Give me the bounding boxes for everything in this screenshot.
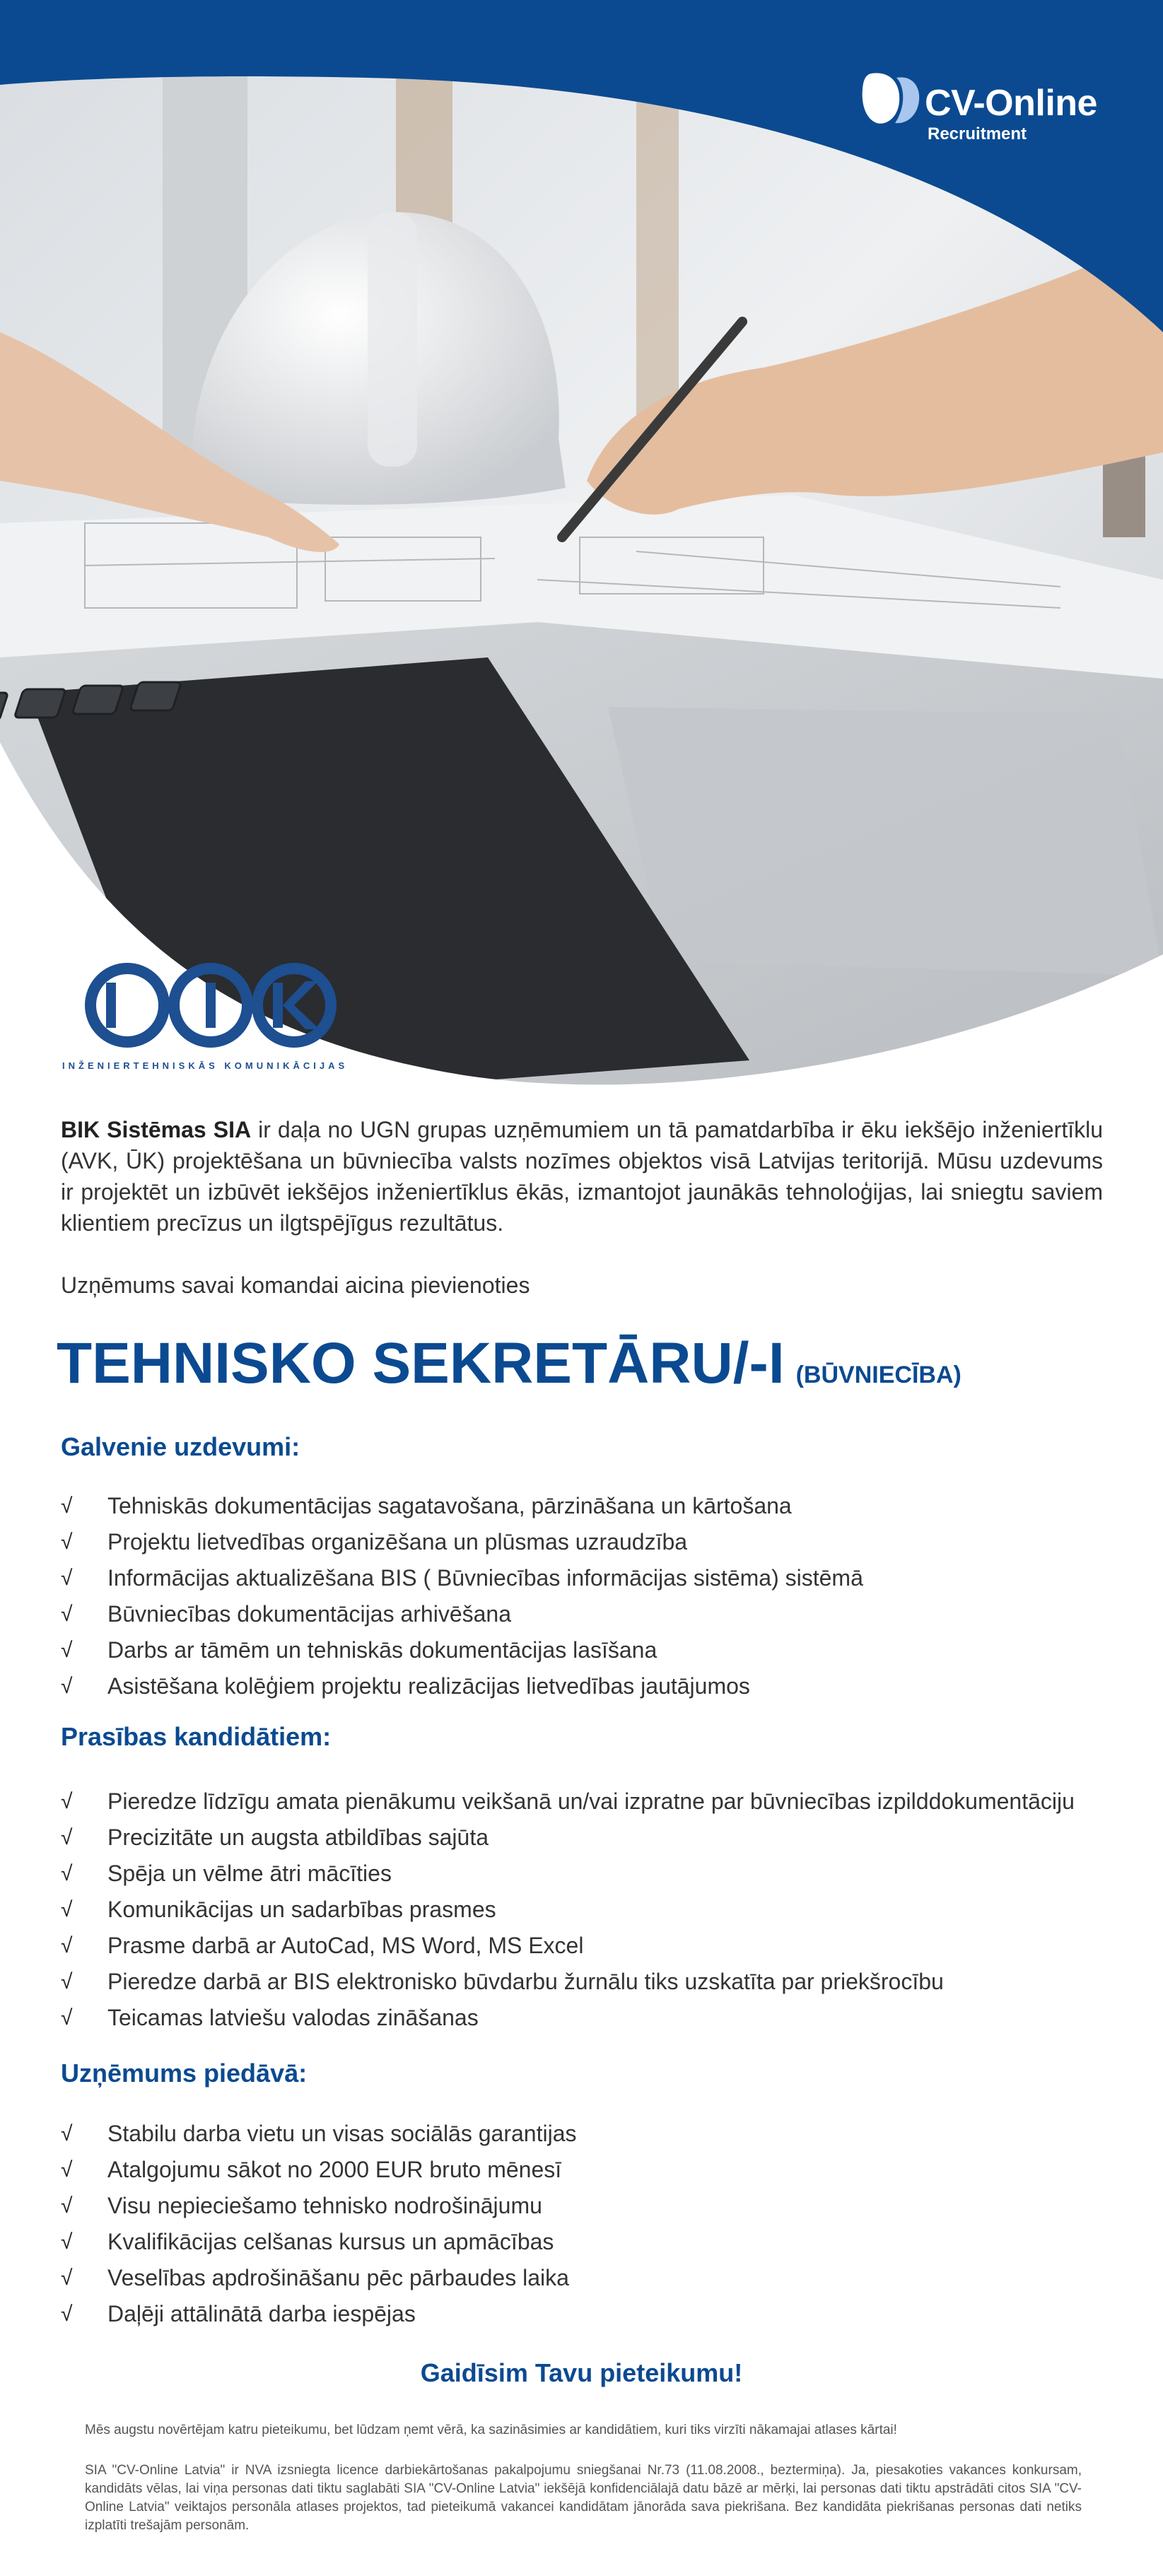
hero-photo-illustration [0, 0, 1163, 1103]
list-item: √ Informācijas aktualizēšana BIS ( Būvniecības informācijas sistēma) sistēmā [61, 1560, 1135, 1596]
check-icon: √ [61, 2266, 73, 2290]
list-item: √ Darbs ar tāmēm un tehniskās dokumentācijas lasīšana [61, 1632, 1135, 1668]
list-item: √ Visu nepieciešamo tehnisko nodrošinājumu [61, 2188, 1135, 2224]
list-item: √ Atalgojumu sākot no 2000 EUR bruto mēnesī [61, 2152, 1135, 2188]
call-to-action: Gaidīsim Tavu pieteikumu! [420, 2358, 743, 2387]
list-item: √ Prasme darbā ar AutoCad, MS Word, MS Excel [61, 1928, 1135, 1964]
duties-list [61, 1488, 1135, 1704]
check-icon: √ [61, 1639, 73, 1662]
check-icon: √ [61, 1530, 73, 1554]
requirements-heading: Prasības kandidātiem: [61, 1722, 332, 1751]
list-item: √ Teicamas latviešu valodas zināšanas [61, 2000, 1135, 2036]
list-item: √ Spēja un vēlme ātri mācīties [61, 1856, 1135, 1892]
cv-online-brand-name: CV-Online [925, 83, 1097, 124]
company-name: BIK Sistēmas SIA [61, 1117, 252, 1142]
bik-tagline: INŽENIERTEHNISKĀS KOMUNIKĀCIJAS [62, 1060, 349, 1071]
check-icon: √ [61, 2194, 73, 2218]
invite-text: Uzņēmums savai komandai aicina pievienoties [61, 1272, 530, 1298]
list-item: √ Veselības apdrošināšanu pēc pārbaudes laika [61, 2260, 1135, 2296]
check-icon: √ [61, 1675, 73, 1698]
cv-online-logo [861, 68, 1116, 153]
cv-online-logo-icon [861, 68, 922, 129]
check-icon: √ [61, 1567, 73, 1590]
legal-notice: SIA "CV-Online Latvia" ir NVA izsniegta licence darbiekārtošanas pakalpojumu sniegšanai Nr.73 (11.08.2008., beztermiņa). Ja, piesakoties vakances konkursam, kandidāts vēlas, lai viņa personas dati tiktu saglabāti SIA "CV-Online Latvia" iekšējā konfidenciālajā datu bāzē ar mērķi, lai personas dati tiktu apstrādāti citos SIA "CV-Online Latvia" veiktajos personāla atlases projektos, tad pieteikumā vakancei kandidātam jānorāda sava piekrišana. Bez kandidāta piekrišanas personas dati netiks izplatīti trešajām personām. [85, 2463, 1082, 2533]
list-item: √ Pieredze darbā ar BIS elektronisko būvdarbu žurnālu tiks uzskatīta par priekšrocību [61, 1964, 1135, 2000]
list-item: √ Precizitāte un augsta atbildības sajūta [61, 1820, 1135, 1856]
list-item: √ Projektu lietvedības organizēšana un plūsmas uzraudzība [61, 1524, 1135, 1560]
check-icon: √ [61, 2158, 73, 2182]
check-icon: √ [61, 1790, 73, 1813]
company-description: ir daļa no UGN grupas uzņēmumiem un tā pamatdarbība ir ēku iekšējo inženiertīklu (AVK, ŪK) projektēšana un būvniecība valsts nozīmes objektos visā Latvijas teritorijā. Mūsu uzdevums ir projektēt un izbūvēt iekšējos inženiertīklus ēkās, izmantojot jaunākās tehnoloģijas, lai sniegtu saviem klientiem precīzus un ilgtspējīgus rezultātus. [61, 1117, 1104, 1236]
requirements-list [61, 1784, 1135, 2036]
cv-online-brand-sub: Recruitment [928, 124, 1027, 144]
job-title-subtitle: (BŪVNIECĪBA) [795, 1362, 962, 1388]
list-item: √ Tehniskās dokumentācijas sagatavošana, pārzināšana un kārtošana [61, 1488, 1135, 1524]
list-item: √ Daļēji attālinātā darba iespējas [61, 2296, 1135, 2332]
offer-heading: Uzņēmums piedāvā: [61, 2059, 308, 2088]
offer-list [61, 2116, 1135, 2332]
list-item: √ Komunikācijas un sadarbības prasmes [61, 1892, 1135, 1928]
company-intro [61, 1114, 1103, 1239]
job-title [57, 1330, 962, 1397]
duties-heading: Galvenie uzdevumi: [61, 1432, 300, 1461]
list-item: √ Būvniecības dokumentācijas arhivēšana [61, 1596, 1135, 1632]
check-icon: √ [61, 1898, 73, 1921]
list-item: √ Stabilu darba vietu un visas sociālās garantijas [61, 2116, 1135, 2152]
selection-note: Mēs augstu novērtējam katru pieteikumu, bet lūdzam ņemt vērā, ka sazināsimies ar kandidātiem, kuri tiks virzīti nākamajai atlases kārtai! [85, 2423, 897, 2437]
check-icon: √ [61, 1970, 73, 1994]
check-icon: √ [61, 1494, 73, 1518]
job-title-main: TEHNISKO SEKRETĀRU/-I [57, 1331, 785, 1395]
check-icon: √ [61, 2302, 73, 2326]
check-icon: √ [61, 1934, 73, 1957]
hero-banner [0, 0, 1163, 1103]
check-icon: √ [61, 2122, 73, 2145]
check-icon: √ [61, 2230, 73, 2254]
check-icon: √ [61, 2006, 73, 2030]
check-icon: √ [61, 1862, 73, 1885]
check-icon: √ [61, 1603, 73, 1626]
check-icon: √ [61, 1826, 73, 1849]
list-item: √ Pieredze līdzīgu amata pienākumu veikšanā un/vai izpratne par būvniecības izpilddokumentāciju [61, 1784, 1135, 1820]
list-item: √ Kvalifikācijas celšanas kursus un apmācības [61, 2224, 1135, 2260]
list-item: √ Asistēšana kolēģiem projektu realizācijas lietvedības jautājumos [61, 1668, 1135, 1704]
